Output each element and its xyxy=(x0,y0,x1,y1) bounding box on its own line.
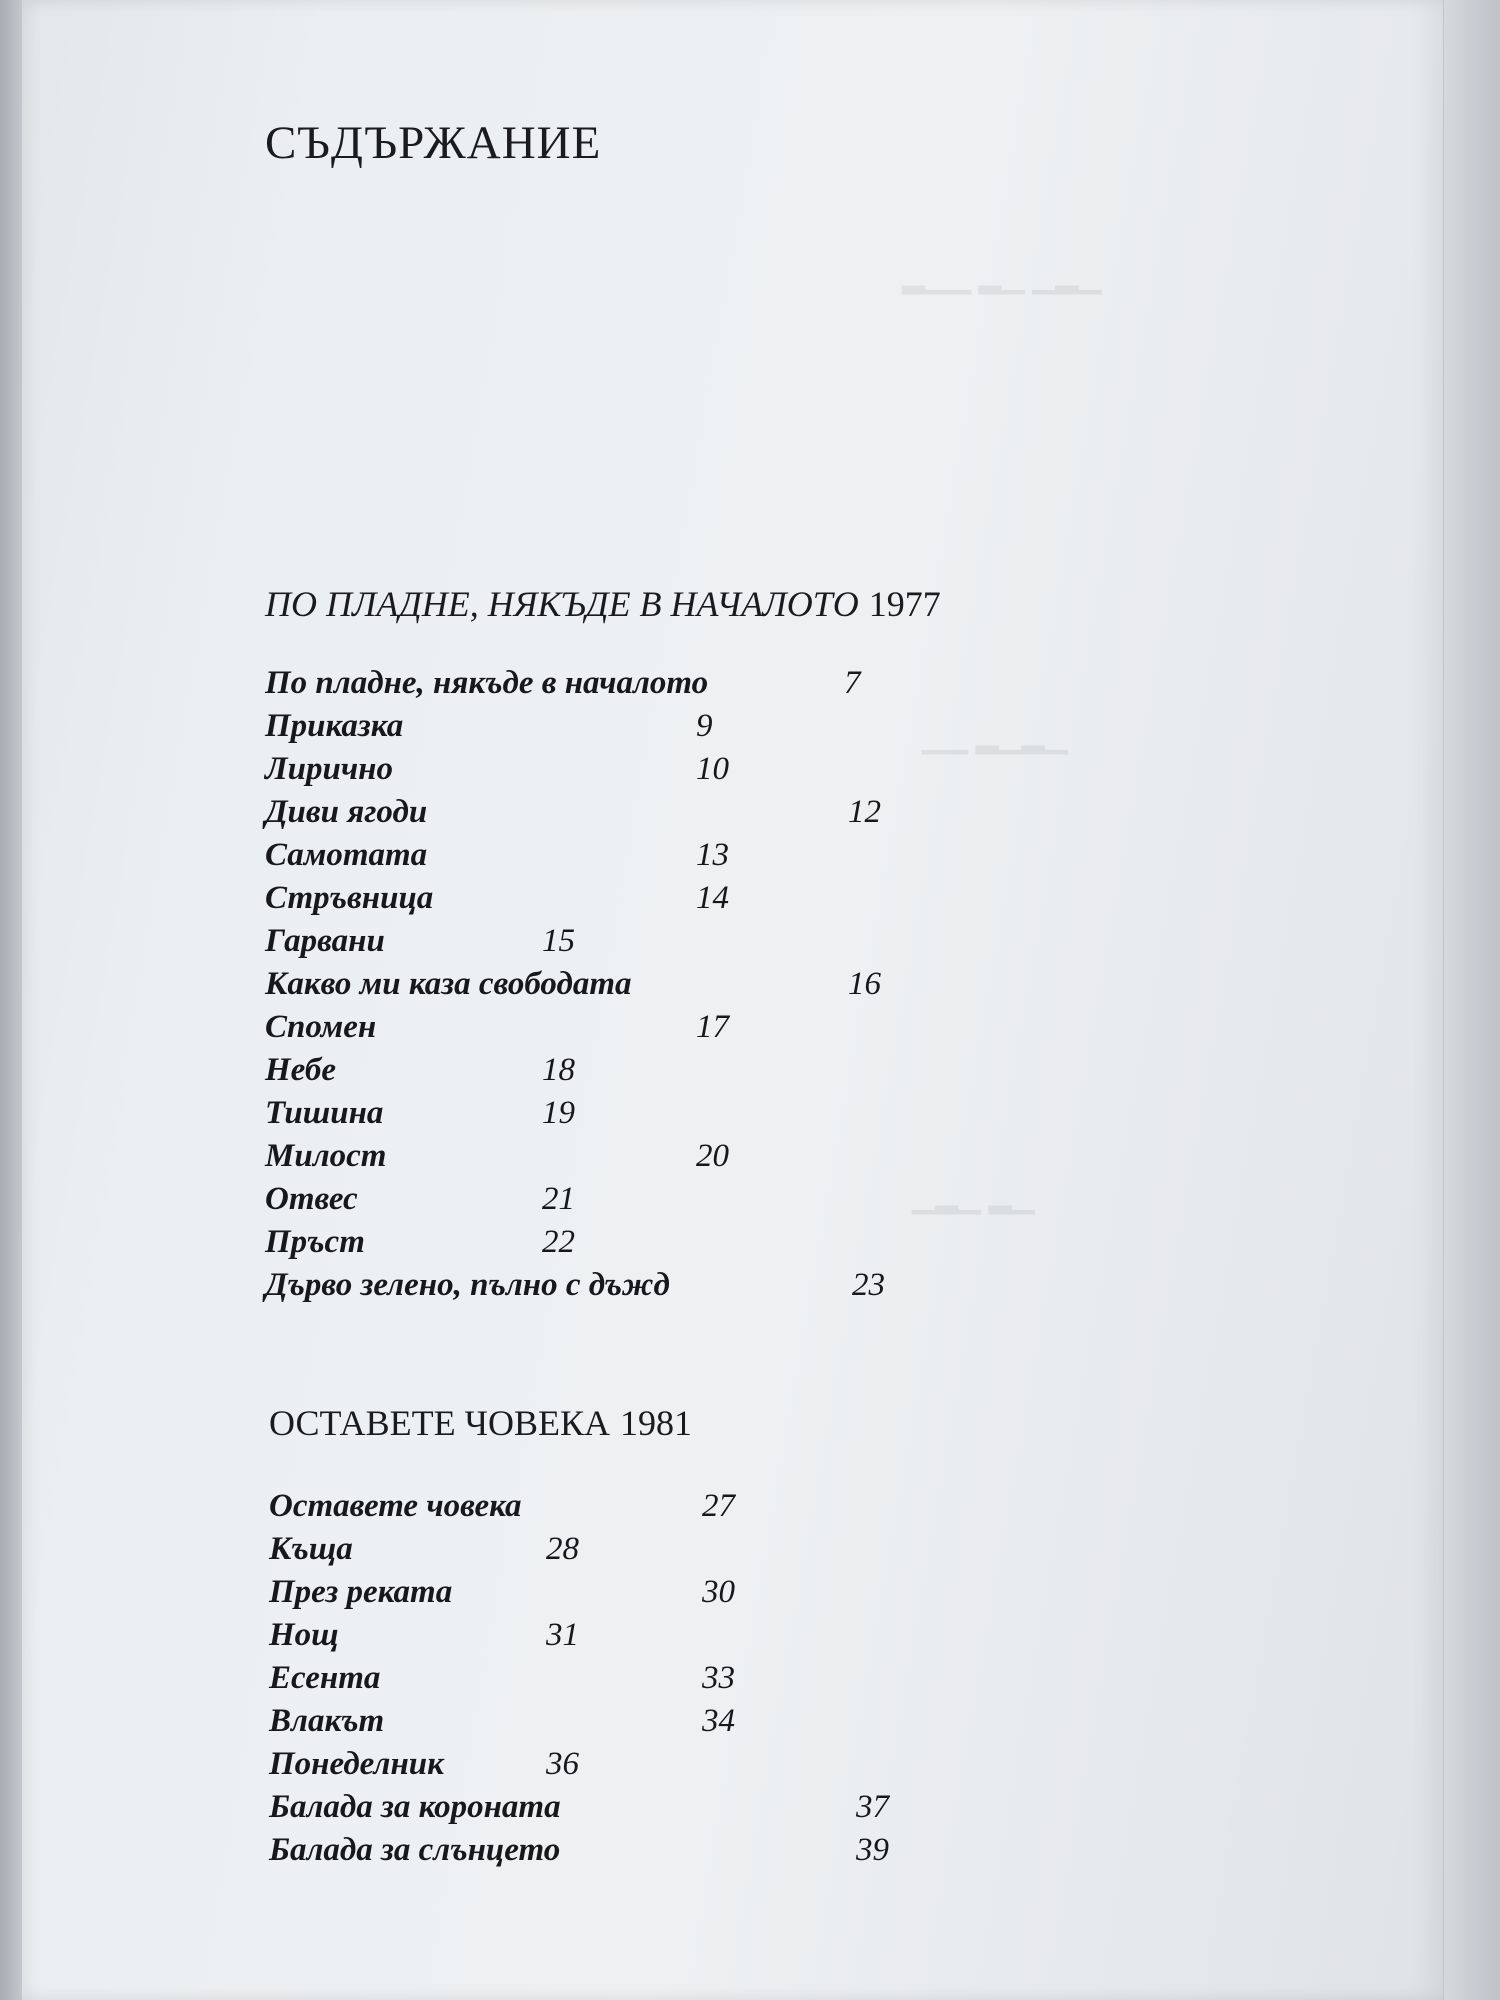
toc-entry-title: Спомен xyxy=(265,1009,377,1045)
section-year: 1977 xyxy=(868,584,941,624)
section-title: ОСТАВЕТЕ ЧОВЕКА xyxy=(269,1403,611,1443)
toc-entry-title: Пръст xyxy=(265,1224,365,1260)
toc-entry-page: 27 xyxy=(702,1488,735,1524)
toc-entry-title: Небе xyxy=(265,1052,336,1088)
adjacent-page-edge xyxy=(1443,0,1500,2000)
toc-entry-title: Какво ми каза свободата xyxy=(265,966,632,1002)
toc-entry-page: 36 xyxy=(546,1746,579,1782)
toc-entry-title: Есента xyxy=(269,1660,381,1696)
toc-entry-title: По пладне, някъде в началото xyxy=(265,665,709,701)
toc-entry-page: 30 xyxy=(702,1574,735,1610)
toc-entry-title: Приказка xyxy=(265,708,404,744)
toc-entry-title: Къща xyxy=(269,1531,353,1567)
toc-entry-page: 10 xyxy=(696,751,729,787)
toc-entry-title: Милост xyxy=(265,1138,387,1174)
toc-entry-page: 22 xyxy=(542,1224,575,1260)
toc-entry-page: 15 xyxy=(542,923,575,959)
toc-entry-title: Нощ xyxy=(269,1617,339,1653)
toc-entry-title: Дърво зелено, пълно с дъжд xyxy=(265,1267,670,1303)
toc-entry-page: 20 xyxy=(696,1138,729,1174)
section-title: ПО ПЛАДНЕ, НЯКЪДЕ В НАЧАЛОТО xyxy=(265,584,859,624)
toc-entry-page: 13 xyxy=(696,837,729,873)
toc-entry-title: Балада за короната xyxy=(269,1789,561,1825)
toc-entry-page: 23 xyxy=(852,1267,885,1303)
bleed-through-texture: ▁▂ ▁▂▁ xyxy=(912,1181,1035,1214)
toc-entry-page: 17 xyxy=(696,1009,729,1045)
toc-entry-title: Стръвница xyxy=(265,880,434,916)
bleed-through-texture: ▁▂▁ ▁▂ ▁▁▂ xyxy=(902,261,1102,294)
toc-entry-page: 18 xyxy=(542,1052,575,1088)
toc-entry-page: 34 xyxy=(702,1703,735,1739)
toc-entry-title: Балада за слънцето xyxy=(269,1832,561,1868)
toc-entry-title: Гарвани xyxy=(265,923,385,959)
toc-entry-page: 33 xyxy=(702,1660,735,1696)
toc-entry-page: 31 xyxy=(546,1617,579,1653)
book-page xyxy=(22,0,1444,2000)
page-title: СЪДЪРЖАНИЕ xyxy=(265,117,602,169)
toc-entry-title: Диви ягоди xyxy=(265,794,428,830)
section-year: 1981 xyxy=(620,1403,693,1443)
toc-entry-title: Понеделник xyxy=(269,1746,444,1782)
toc-entry-title: Отвес xyxy=(265,1181,358,1217)
toc-entry-title: През реката xyxy=(269,1574,453,1610)
section-header-1981 xyxy=(269,1402,692,1444)
toc-entry-page: 39 xyxy=(856,1832,889,1868)
toc-entry-title: Самотата xyxy=(265,837,428,873)
toc-entry-page: 37 xyxy=(856,1789,889,1825)
book-spine-edge xyxy=(0,0,22,2000)
toc-entry-page: 7 xyxy=(844,665,861,701)
bleed-through-texture: ▁▂▁▂ ▁▁ xyxy=(922,721,1068,754)
toc-entry-page: 28 xyxy=(546,1531,579,1567)
toc-entry-page: 14 xyxy=(696,880,729,916)
toc-entry-page: 9 xyxy=(696,708,713,744)
toc-entry-title: Оставете човека xyxy=(269,1488,522,1524)
section-header-1977 xyxy=(265,583,941,625)
toc-entry-page: 19 xyxy=(542,1095,575,1131)
toc-entry-title: Тишина xyxy=(265,1095,384,1131)
toc-entry-page: 21 xyxy=(542,1181,575,1217)
toc-entry-page: 16 xyxy=(848,966,881,1002)
toc-entry-page: 12 xyxy=(848,794,881,830)
toc-entry-title: Лирично xyxy=(265,751,393,787)
toc-entry-title: Влакът xyxy=(269,1703,385,1739)
